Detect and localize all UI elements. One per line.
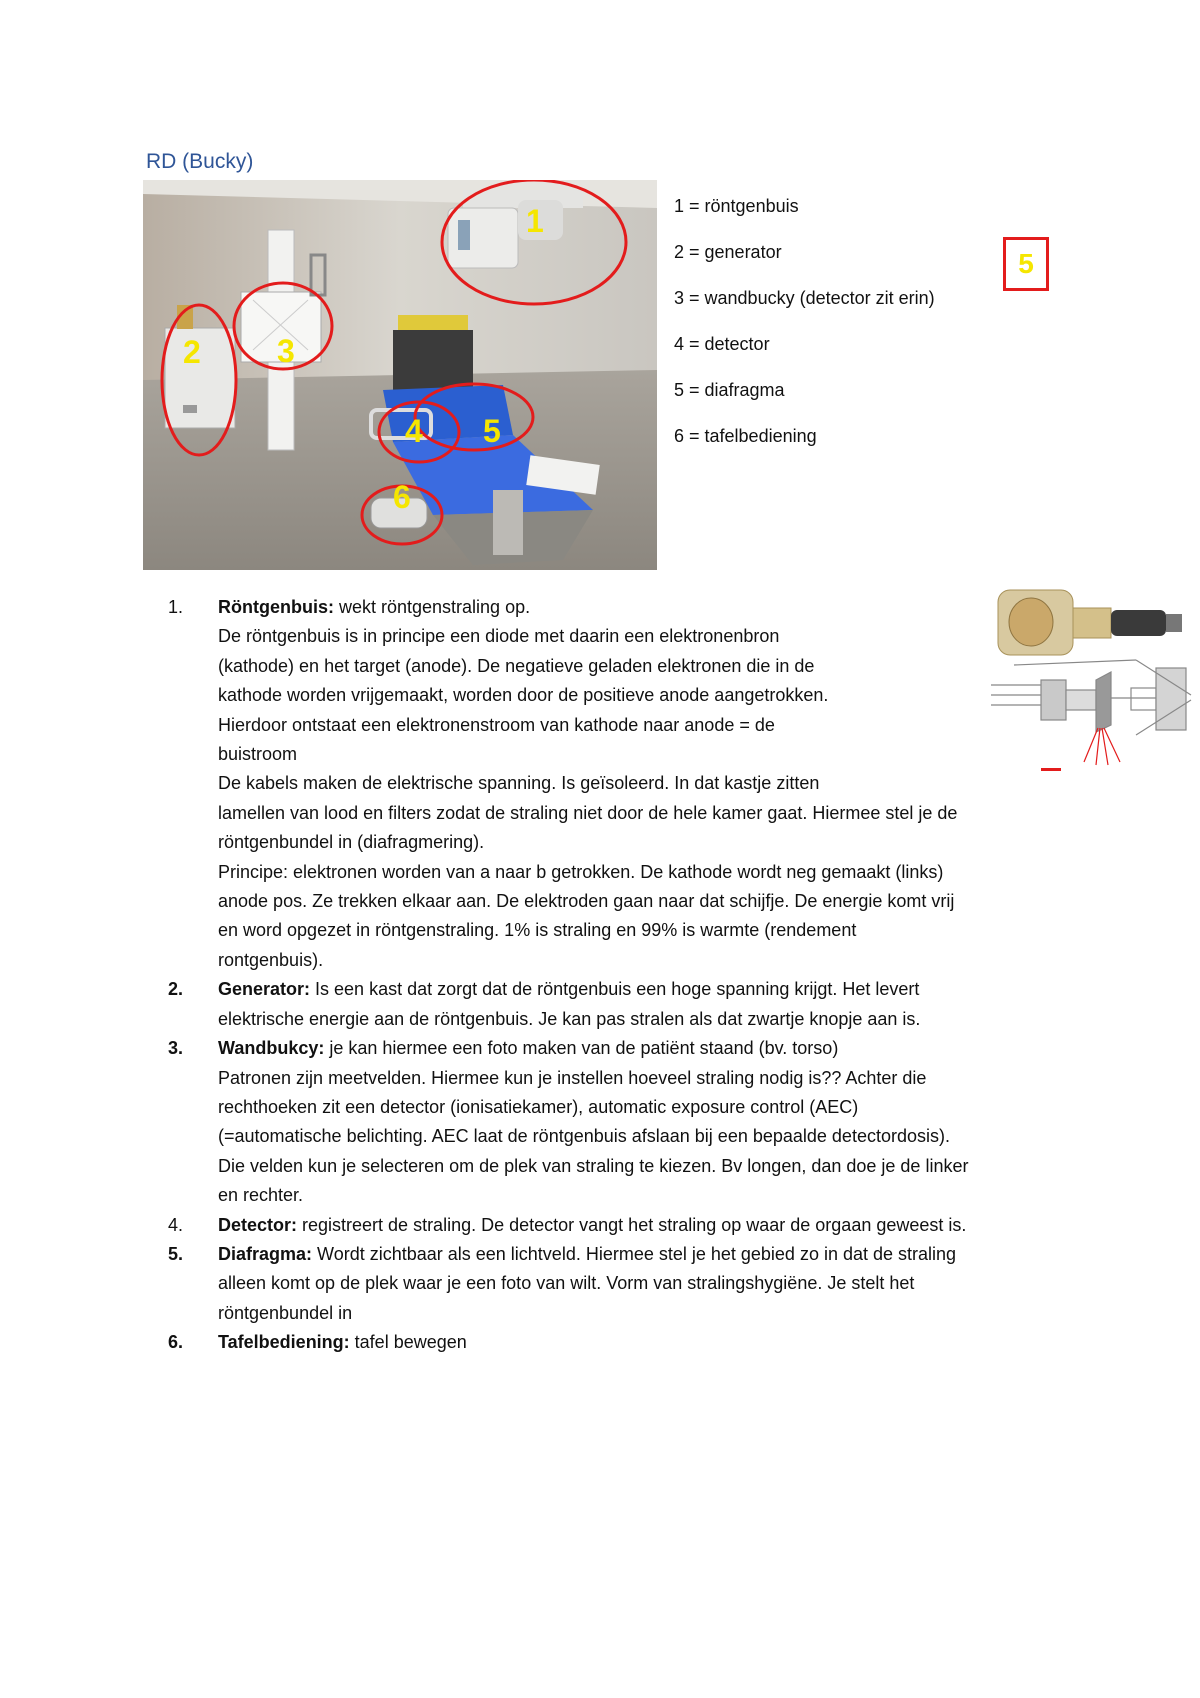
list-item-line: De kabels maken de elektrische spanning. Is geïsoleerd. In dat kastje zitten xyxy=(218,773,820,794)
list-item-title: Detector: xyxy=(218,1214,298,1235)
list-number: 1. xyxy=(168,597,184,617)
marker-2: 2 xyxy=(183,334,201,370)
legend-item: 5 = diafragma xyxy=(674,380,785,400)
list-item-title: Diafragma: xyxy=(218,1243,313,1264)
list-item-line: kathode worden vrijgemaakt, worden door de positieve anode aangetrokken. xyxy=(218,685,829,706)
list-item-line: rechthoeken zit een detector (ionisatiekamer), automatic exposure control (AEC) xyxy=(218,1096,859,1117)
list-item-line: alleen komt op de plek waar je een foto van wilt. Vorm van stralingshygiëne. Je stelt het xyxy=(218,1273,915,1294)
list-number: 2. xyxy=(168,979,184,1000)
list-item-line: Principe: elektronen worden van a naar b getrokken. De kathode wordt neg gemaakt (links) xyxy=(218,861,944,882)
list-item-title: Wandbukcy: xyxy=(218,1038,325,1059)
list-item xyxy=(168,1211,1068,1240)
marker-1: 1 xyxy=(526,203,544,239)
component-list xyxy=(168,593,1068,1358)
list-item xyxy=(168,975,1068,1034)
list-item-body xyxy=(218,593,957,975)
list-item-body xyxy=(218,1034,968,1210)
xray-room-photo xyxy=(143,180,657,570)
legend-item: 6 = tafelbediening xyxy=(674,426,817,446)
list-item-line: De röntgenbuis is in principe een diode met daarin een elektronenbron xyxy=(218,626,780,647)
list-item-line: röntgenbundel in (diafragmering). xyxy=(218,832,485,853)
marker-4: 4 xyxy=(405,413,423,449)
diaphragm-callout-box: 5 xyxy=(1003,237,1049,291)
list-item-title: Röntgenbuis: xyxy=(218,597,334,617)
list-item-body xyxy=(218,1211,966,1240)
legend-item: 3 = wandbucky (detector zit erin) xyxy=(674,288,935,308)
list-item-text: Is een kast dat zorgt dat de röntgenbuis een hoge spanning krijgt. Het levert xyxy=(310,979,920,1000)
list-item xyxy=(168,1328,1068,1357)
legend-item: 2 = generator xyxy=(674,242,782,262)
list-item-line: en word opgezet in röntgenstraling. 1% is straling en 99% is warmte (rendement xyxy=(218,920,857,941)
list-item-line: elektrische energie aan de röntgenbuis. Je kan pas stralen als dat zwartje knopje aan is. xyxy=(218,1008,921,1029)
list-item xyxy=(168,1034,1068,1210)
list-item-line: (kathode) en het target (anode). De negatieve geladen elektronen die in de xyxy=(218,655,815,676)
list-number: 6. xyxy=(168,1332,184,1353)
list-number: 3. xyxy=(168,1038,184,1059)
page-heading: RD (Bucky) xyxy=(146,150,254,173)
marker-3: 3 xyxy=(277,333,295,369)
list-item-line: Hierdoor ontstaat een elektronenstroom van kathode naar anode = de xyxy=(218,714,775,735)
list-item-line xyxy=(218,1240,956,1269)
list-item-title: Generator: xyxy=(218,979,311,1000)
list-item-line: anode pos. Ze trekken elkaar aan. De elektroden gaan naar dat schijfje. De energie komt vrij xyxy=(218,891,955,912)
list-item-body xyxy=(218,1328,467,1357)
legend-item: 4 = detector xyxy=(674,334,770,354)
list-item-line xyxy=(218,1211,966,1240)
list-item-line: lamellen van lood en filters zodat de straling niet door de hele kamer gaat. Hiermee stel je de xyxy=(218,802,958,823)
list-item xyxy=(168,1240,1068,1328)
list-number: 5. xyxy=(168,1243,184,1264)
list-item-line: buistroom xyxy=(218,744,298,765)
list-item-body xyxy=(218,1240,956,1328)
legend-item: 1 = röntgenbuis xyxy=(674,196,799,216)
list-item-line xyxy=(218,975,920,1004)
list-item-title: Tafelbediening: xyxy=(218,1332,350,1353)
list-item-text: tafel bewegen xyxy=(349,1332,467,1353)
list-item-body xyxy=(218,975,920,1034)
list-item-line: Die velden kun je selecteren om de plek van straling te kiezen. Bv longen, dan doe je de linker xyxy=(218,1155,969,1176)
list-item-line: en rechter. xyxy=(218,1185,304,1206)
list-item-text: registreert de straling. De detector vangt het straling op waar de orgaan geweest is. xyxy=(297,1214,967,1235)
list-item-text: Wordt zichtbaar als een lichtveld. Hiermee stel je het gebied zo in dat de straling xyxy=(312,1243,957,1264)
list-item-line xyxy=(218,1034,968,1063)
list-item-text: je kan hiermee een foto maken van de patiënt staand (bv. torso) xyxy=(324,1038,839,1059)
list-item-text: wekt röntgenstraling op. xyxy=(333,597,531,617)
list-number: 4. xyxy=(168,1214,184,1235)
list-item-line: rontgenbuis). xyxy=(218,949,324,970)
list-item-line: (=automatische belichting. AEC laat de röntgenbuis afslaan bij een bepaalde detectordosis). xyxy=(218,1126,950,1147)
legend xyxy=(674,183,935,459)
marker-6: 6 xyxy=(393,479,411,515)
list-item-line: röntgenbundel in xyxy=(218,1302,353,1323)
list-item xyxy=(168,593,1068,975)
list-item-line: Patronen zijn meetvelden. Hiermee kun je instellen hoeveel straling nodig is?? Achter die xyxy=(218,1067,927,1088)
marker-5: 5 xyxy=(483,413,501,449)
list-item-line xyxy=(218,1328,467,1357)
list-item-line xyxy=(218,593,957,622)
